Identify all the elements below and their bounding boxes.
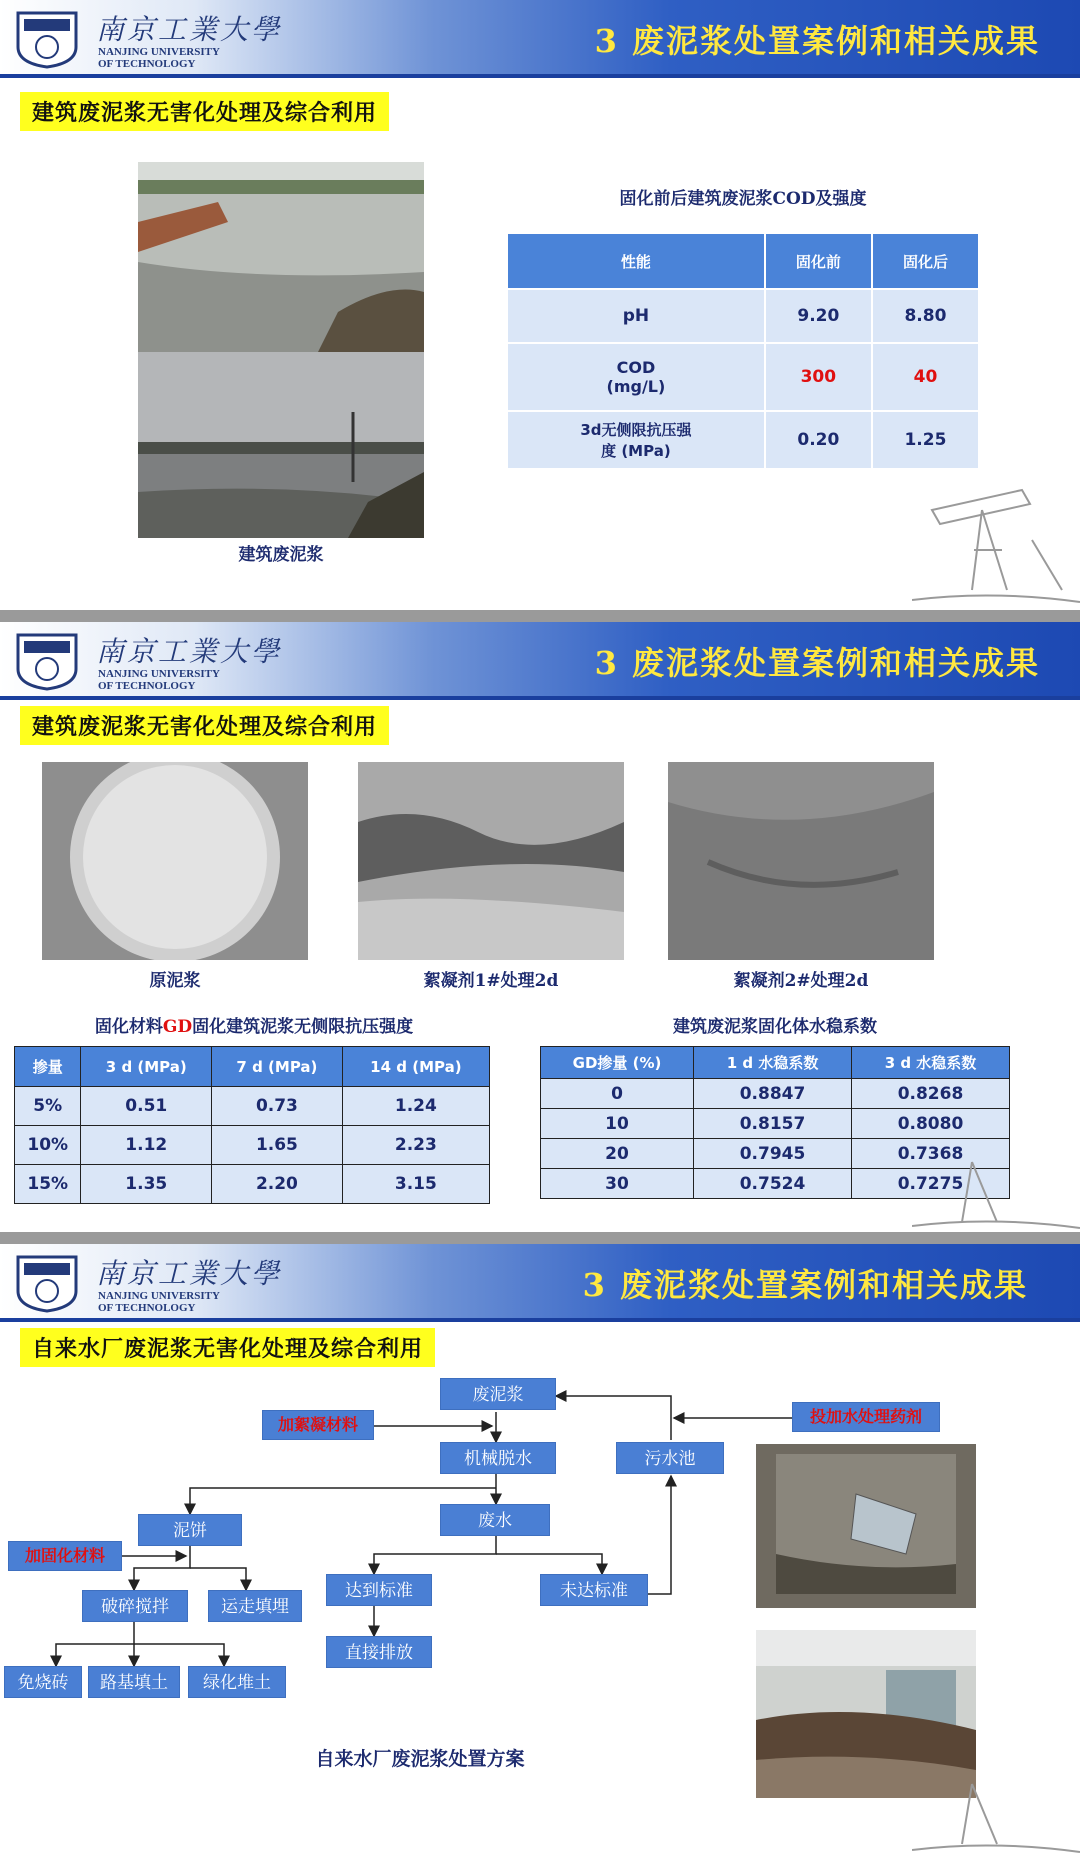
slurry-pipe-photo: [138, 162, 424, 352]
section-title: 3 废泥浆处置案例和相关成果: [594, 644, 1040, 682]
flow-waste-slurry: 废泥浆: [440, 1378, 556, 1410]
table-row: 0 0.8847 0.8268: [541, 1079, 1010, 1109]
university-name-en: NANJING UNIVERSITY OF TECHNOLOGY: [98, 1290, 220, 1314]
table-row: 30 0.7524 0.7275: [541, 1169, 1010, 1199]
slurry-pond-photo: [138, 352, 424, 538]
section-title: 3 废泥浆处置案例和相关成果: [594, 22, 1040, 60]
slide-header: [0, 622, 1080, 700]
table-header: 3 d (MPa): [81, 1047, 212, 1087]
slide-subtitle: 建筑废泥浆无害化处理及综合利用: [20, 706, 389, 745]
section-title: 3 废泥浆处置案例和相关成果: [582, 1266, 1028, 1304]
flow-unfired-brick: 免烧砖: [4, 1666, 82, 1698]
flow-direct-discharge: 直接排放: [326, 1636, 432, 1668]
oil-pump-decoration-icon: [912, 1764, 1080, 1860]
table-header: 3 d 水稳系数: [852, 1047, 1010, 1079]
flocculant-2-photo: [668, 762, 934, 960]
table-row: COD (mg/L) 300 40: [507, 343, 979, 411]
raw-slurry-photo: [42, 762, 308, 960]
flow-meets-standard: 达到标准: [326, 1574, 432, 1606]
flow-not-meet-standard: 未达标准: [540, 1574, 648, 1606]
slide-1: [0, 0, 1080, 610]
flocculant-1-photo: [358, 762, 624, 960]
flow-roadbed-fill: 路基填土: [88, 1666, 180, 1698]
photo-caption: 原泥浆: [149, 971, 201, 991]
university-name-cn: 南京工業大學: [96, 1257, 283, 1290]
table-row: 5% 0.51 0.73 1.24: [15, 1087, 490, 1126]
table-header: 14 d (MPa): [342, 1047, 489, 1087]
photo-caption: 建筑废泥浆: [238, 545, 324, 565]
discharge-pipe-photo: [756, 1444, 976, 1608]
table-title: 建筑废泥浆固化体水稳系数: [673, 1017, 877, 1037]
flow-mud-cake: 泥饼: [138, 1514, 242, 1546]
flow-green-soil: 绿化堆土: [188, 1666, 286, 1698]
university-name-en: NANJING UNIVERSITY OF TECHNOLOGY: [98, 668, 220, 692]
flow-caption: 自来水厂废泥浆处置方案: [315, 1748, 525, 1770]
table-row: pH 9.20 8.80: [507, 289, 979, 343]
table-header: 1 d 水稳系数: [694, 1047, 852, 1079]
cod-strength-table: [506, 232, 980, 470]
table-row: 20 0.7945 0.7368: [541, 1139, 1010, 1169]
slide-subtitle: 自来水厂废泥浆无害化处理及综合利用: [20, 1328, 435, 1367]
table-header: 7 d (MPa): [212, 1047, 343, 1087]
table-row: 3d无侧限抗压强 度 (MPa) 0.20 1.25: [507, 411, 979, 469]
oil-pump-decoration-icon: [912, 1142, 1080, 1232]
flow-crush-mix: 破碎搅拌: [82, 1590, 188, 1622]
slide-subtitle: 建筑废泥浆无害化处理及综合利用: [20, 92, 389, 131]
flow-waste-water: 废水: [440, 1504, 550, 1536]
university-logo-icon: [14, 631, 80, 691]
slide-3: [0, 1244, 1080, 1860]
oil-pump-decoration-icon: [912, 480, 1080, 610]
slide-2: [0, 622, 1080, 1232]
university-name-en: NANJING UNIVERSITY OF TECHNOLOGY: [98, 46, 220, 70]
table-row: 10% 1.12 1.65 2.23: [15, 1126, 490, 1165]
table-row: 15% 1.35 2.20 3.15: [15, 1165, 490, 1204]
flow-add-solidifier: 加固化材料: [8, 1541, 122, 1571]
table-row: 10 0.8157 0.8080: [541, 1109, 1010, 1139]
table-header: 固化后: [872, 233, 979, 289]
university-name-cn: 南京工業大學: [96, 635, 283, 668]
flow-transport-landfill: 运走填埋: [208, 1590, 302, 1622]
photo-caption: 絮凝剂1#处理2d: [423, 971, 559, 991]
flow-mechanical-dewatering: 机械脱水: [440, 1442, 556, 1474]
university-name-cn: 南京工業大學: [96, 13, 283, 46]
slide-header: [0, 0, 1080, 78]
table-header: GD掺量 (%): [541, 1047, 694, 1079]
flow-add-treatment-chemical: 投加水处理药剂: [792, 1402, 940, 1432]
flow-add-flocculant: 加絮凝材料: [262, 1410, 374, 1440]
table-title: 固化材料GD固化建筑泥浆无侧限抗压强度: [94, 1017, 414, 1037]
strength-table: [14, 1046, 490, 1204]
table-header: 性能: [507, 233, 765, 289]
table-title: 固化前后建筑废泥浆COD及强度: [619, 189, 867, 209]
table-header: 固化前: [765, 233, 872, 289]
photo-caption: 絮凝剂2#处理2d: [733, 971, 869, 991]
flow-sewage-pool: 污水池: [616, 1442, 724, 1474]
table-header: 掺量: [15, 1047, 81, 1087]
university-logo-icon: [14, 9, 80, 69]
